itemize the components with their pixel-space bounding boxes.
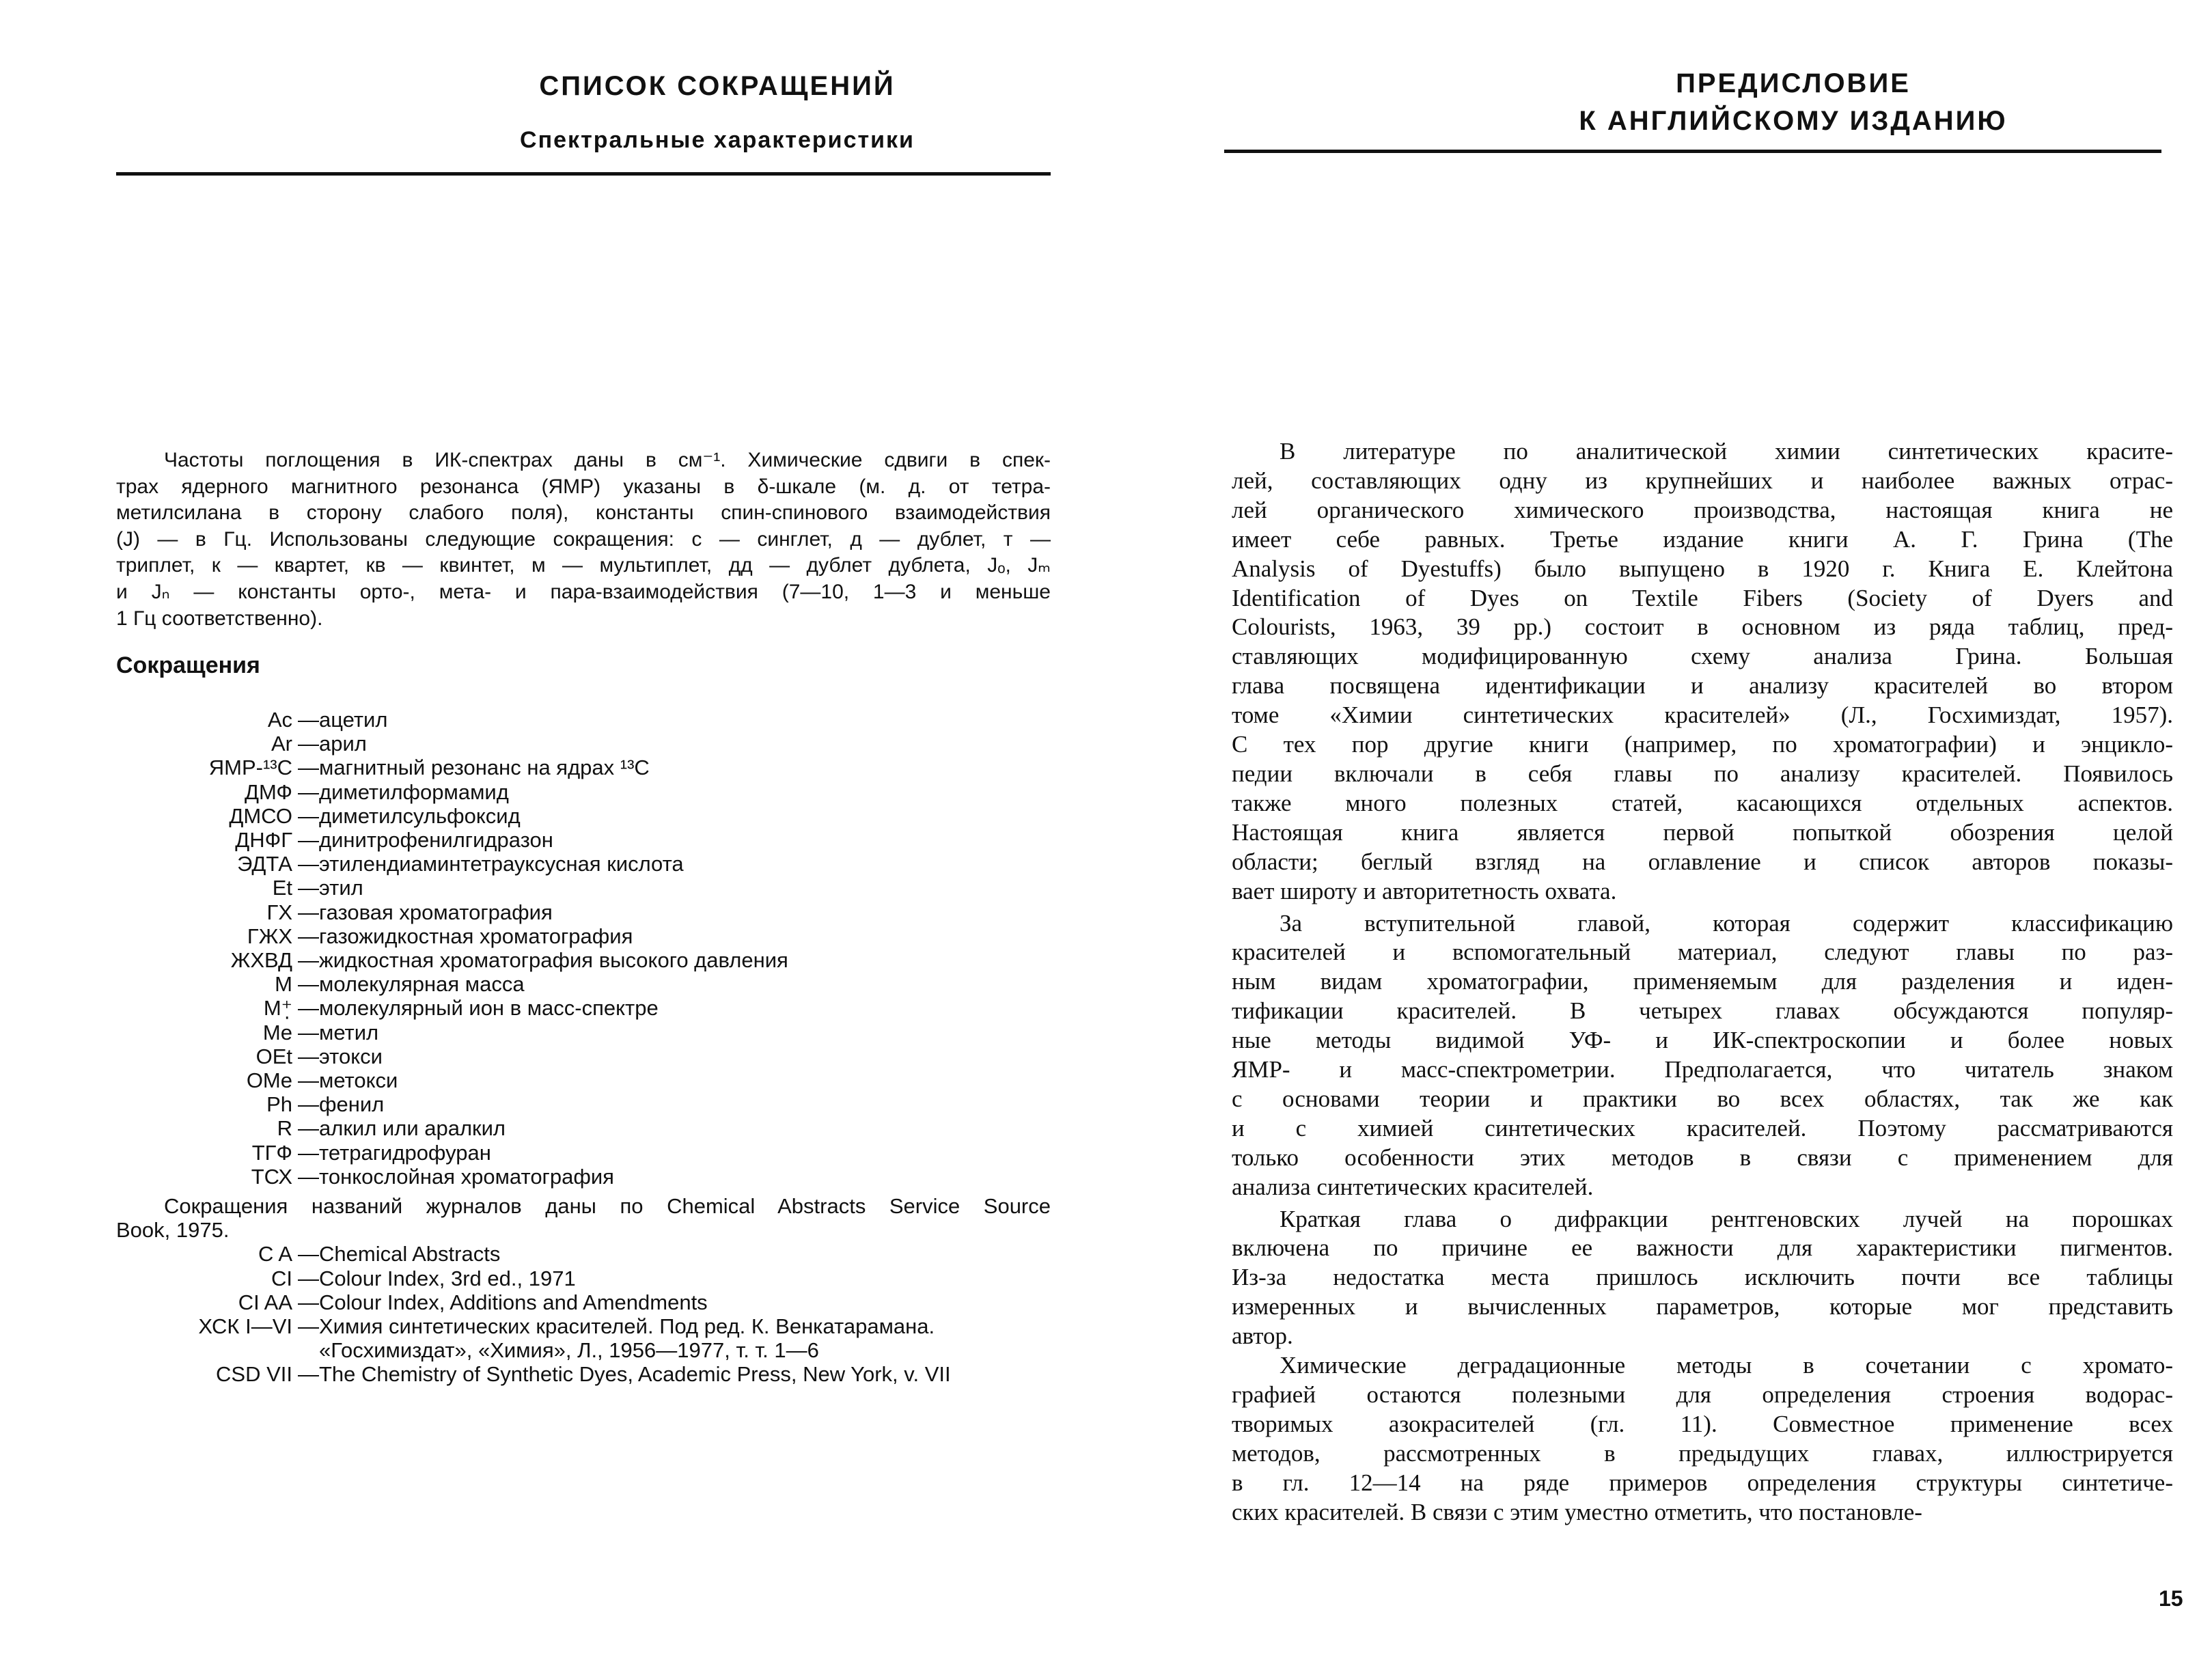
dash-separator: — (298, 803, 319, 828)
text-line: ставляющих модифицированную схему анализа Грина. Большая (1232, 643, 2173, 670)
text-line: также много полезных статей, касающихся отдельных аспектов. (1232, 789, 2173, 816)
intro-paragraph (116, 447, 1051, 632)
text-line: Частоты поглощения в ИК-спектрах даны в см⁻¹. Химические сдвиги в спек- (164, 449, 1051, 471)
text-line: В литературе по аналитической химии синтетических красите- (1280, 438, 2173, 465)
abbreviation-row (116, 1068, 1073, 1092)
text-line: трах ядерного магнитного резонанса (ЯМР) указаны в δ-шкале (м. д. от тетра- (116, 475, 1051, 498)
text-line: Book, 1975. (116, 1218, 230, 1243)
right-page-title-line2: К АНГЛИЙСКОМУ ИЗДАНИЮ (1579, 106, 2008, 136)
dash-separator: — (298, 924, 319, 948)
abbreviation-row (116, 828, 1073, 852)
dash-separator: — (298, 828, 319, 853)
abbreviation-definition: диметилформамид (319, 779, 509, 804)
dash-separator: — (298, 1164, 319, 1189)
text-line: имеет себе равных. Третье издание книги А. Г. Грина (The (1232, 525, 2173, 553)
abbreviation-row (116, 1141, 1073, 1165)
abbreviation-key: Me (262, 1020, 292, 1044)
text-line: ным видам хроматографии, применяемым для разделения и иден- (1232, 968, 2173, 995)
preface-paragraph (1232, 1205, 2173, 1352)
journal-abbreviations (116, 1194, 1051, 1387)
abbreviation-definition: молекулярная масса (319, 972, 525, 997)
abbreviation-key: Ar (271, 732, 292, 756)
abbreviations-list (116, 708, 1073, 1189)
dash-separator: — (298, 948, 319, 973)
text-line: За вступительной главой, которая содержит классификацию (1280, 909, 2173, 937)
left-page-subtitle: Спектральные характеристики (520, 127, 915, 153)
abbreviation-row (116, 1116, 1073, 1140)
abbreviation-key: ГЖХ (247, 924, 292, 948)
abbreviation-row (116, 1092, 1073, 1116)
dash-separator: — (298, 1290, 319, 1314)
dash-separator: — (298, 1266, 319, 1290)
abbreviation-definition: метил (319, 1020, 379, 1044)
text-line: области; беглый взгляд на оглавление и список авторов показы- (1232, 848, 2173, 875)
dash-separator: — (298, 732, 319, 756)
text-line: педии включали в себя главы по анализу красителей. Появилось (1232, 760, 2173, 787)
text-line: ских красителей. В связи с этим уместно отметить, что постановле- (1232, 1498, 1922, 1525)
journal-row (116, 1266, 1051, 1290)
text-line: лей, составляющих одну из крупнейших и наиболее важных отрас- (1232, 467, 2173, 494)
dash-separator: — (298, 876, 319, 900)
text-line: включена по причине ее важности для характеристики пигментов. (1232, 1234, 2173, 1262)
journal-key: CI (271, 1266, 292, 1290)
abbreviation-definition: алкил или аралкил (319, 1116, 506, 1141)
abbreviation-definition: газожидкостная хроматография (319, 924, 633, 948)
abbreviation-key: M (275, 972, 292, 997)
text-line: глава посвящена идентификации и анализу красителей во втором (1232, 672, 2173, 700)
abbreviation-definition: динитрофенилгидразон (319, 828, 553, 853)
abbreviation-definition: диметилсульфоксид (319, 803, 521, 828)
journal-key: CI AA (238, 1290, 292, 1314)
journal-key: C A (258, 1242, 292, 1266)
text-line: Из-за недостатка места пришлось исключить почти все таблицы (1232, 1264, 2173, 1291)
text-line: ЯМР- и масс-спектрометрии. Предполагается, что читатель знаком (1232, 1056, 2173, 1083)
text-line: Colourists, 1963, 39 pp.) состоит в основном из ряда таблиц, пред- (1232, 613, 2173, 641)
abbreviation-definition: этилендиаминтетрауксусная кислота (319, 852, 684, 876)
abbreviation-row (116, 972, 1073, 996)
abbreviation-row (116, 1165, 1073, 1189)
text-line: вает широту и авторитетность охвата. (1232, 877, 1617, 904)
text-line: графией остаются полезными для определения строения водорас- (1232, 1381, 2173, 1408)
dash-separator: — (298, 1362, 319, 1387)
text-line: (J) — в Гц. Использованы следующие сокращения: с — синглет, д — дублет, т — (116, 527, 1051, 551)
abbreviation-definition: фенил (319, 1092, 385, 1117)
text-line: с основами теории и практики во всех областях, так же как (1232, 1085, 2173, 1112)
left-page-title: СПИСОК СОКРАЩЕНИЙ (539, 71, 896, 101)
abbreviation-key: M⁺̣ (263, 996, 292, 1021)
text-line: измеренных и вычисленных параметров, которые мог представить (1232, 1293, 2173, 1320)
abbreviation-key: R (277, 1116, 292, 1141)
abbreviation-key: ДМСО (229, 803, 292, 828)
text-line: Краткая глава о дифракции рентгеновских лучей на порошках (1280, 1205, 2173, 1232)
dash-separator: — (298, 996, 319, 1021)
page-number: 15 (2159, 1586, 2183, 1611)
abbreviation-key: ТСХ (251, 1164, 292, 1189)
abbreviation-row (116, 876, 1073, 900)
abbreviation-row (116, 804, 1073, 828)
abbreviation-row (116, 780, 1073, 804)
journal-row (116, 1362, 1051, 1386)
text-line: С тех пор другие книги (например, по хроматографии) и энцикло- (1232, 731, 2173, 758)
abbreviation-row (116, 756, 1073, 779)
text-line: Химические деградационные методы в сочетании с хромато- (1280, 1352, 2173, 1379)
abbreviation-row (116, 732, 1073, 756)
journal-definition: The Chemistry of Synthetic Dyes, Academic Press, New York, v. VII (319, 1362, 951, 1387)
abbreviation-row (116, 1044, 1073, 1068)
journal-row (116, 1242, 1051, 1266)
text-line: методов, рассмотренных в предыдущих главах, иллюстрируется (1232, 1439, 2173, 1467)
preface-paragraph (1232, 909, 2173, 1202)
abbreviation-key: OEt (255, 1044, 292, 1068)
right-page-title-line1: ПРЕДИСЛОВИЕ (1676, 68, 1911, 98)
text-line: тификации красителей. В четырех главах обсуждаются популяр- (1232, 997, 2173, 1025)
preface-body (1232, 437, 2173, 1527)
abbreviation-key: ЭДТА (237, 852, 292, 876)
journal-row (116, 1314, 1051, 1362)
abbreviation-definition: магнитный резонанс на ядрах ¹³C (319, 756, 650, 780)
abbreviation-definition: жидкостная хроматография высокого давления (319, 948, 788, 973)
text-line: метилсилана в сторону слабого поля), константы спин-спинового взаимодействия (116, 501, 1051, 525)
abbreviation-definition: этокси (319, 1044, 383, 1068)
abbreviation-row (116, 708, 1073, 732)
abbreviation-key: Ac (267, 708, 292, 732)
text-line: и с химией синтетических красителей. Поэтому рассматриваются (1232, 1114, 2173, 1141)
abbreviation-key: Et (272, 876, 292, 900)
abbreviation-key: ЯМР-¹³C (208, 756, 292, 780)
abbreviation-key: ГХ (266, 900, 292, 924)
text-line: только особенности этих методов в связи с применением для (1232, 1144, 2173, 1171)
abbreviations-heading: Сокращения (116, 652, 260, 678)
abbreviation-definition: арил (319, 732, 367, 756)
journal-definition: Colour Index, 3rd ed., 1971 (319, 1266, 576, 1290)
text-line: анализа синтетических красителей. (1232, 1173, 1594, 1200)
dash-separator: — (298, 1140, 319, 1165)
abbreviation-definition: этил (319, 876, 363, 900)
abbreviation-row (116, 948, 1073, 972)
text-line: томе «Химии синтетических красителей» (Л., Госхимиздат, 1957). (1232, 702, 2173, 729)
abbreviation-key: ДМФ (244, 779, 292, 804)
journal-definition: Colour Index, Additions and Amendments (319, 1290, 708, 1314)
text-line: Identification of Dyes on Textile Fibers (Society of Dyers and (1232, 584, 2173, 611)
journal-key: ХСК I—VI (198, 1314, 292, 1339)
dash-separator: — (298, 756, 319, 780)
dash-separator: — (298, 852, 319, 876)
dash-separator: — (298, 1020, 319, 1044)
abbreviation-row (116, 1021, 1073, 1044)
dash-separator: — (298, 708, 319, 732)
text-line: триплет, к — квартет, кв — квинтет, м — мультиплет, дд — дублет дублета, Jₒ, Jₘ (116, 554, 1051, 577)
text-line: лей органического химического производства, настоящая книга не (1232, 496, 2173, 523)
abbreviation-key: ТГФ (251, 1140, 292, 1165)
abbreviation-key: ДНФГ (235, 828, 292, 853)
dash-separator: — (298, 1044, 319, 1068)
preface-paragraph (1232, 1351, 2173, 1527)
text-line: 1 Гц соответственно). (116, 607, 323, 630)
abbreviation-definition: молекулярный ион в масс-спектре (319, 996, 659, 1021)
journal-row (116, 1290, 1051, 1314)
abbreviation-row (116, 852, 1073, 876)
left-header-rule (116, 172, 1051, 176)
text-line: и Jₙ — константы орто-, мета- и пара-взаимодействия (7—10, 1—3 и меньше (116, 580, 1051, 603)
text-line: Сокращения названий журналов даны по Chemical Abstracts Service Source (164, 1194, 1051, 1218)
dash-separator: — (298, 1116, 319, 1141)
text-line: ные методы видимой УФ- и ИК-спектроскопии и более новых (1232, 1027, 2173, 1054)
abbreviation-row (116, 900, 1073, 924)
journal-key: CSD VII (216, 1362, 292, 1387)
journal-definition: Химия синтетических красителей. Под ред. К. Венкатарамана. «Госхимиздат», «Химия», Л., 1956—1977, т. т. 1—6 (319, 1314, 935, 1363)
abbreviation-row (116, 996, 1073, 1020)
abbreviation-definition: тонкослойная хроматография (319, 1164, 614, 1189)
abbreviation-definition: газовая хроматография (319, 900, 553, 924)
abbreviation-definition: метокси (319, 1068, 398, 1093)
dash-separator: — (298, 1068, 319, 1093)
dash-separator: — (298, 1092, 319, 1117)
text-line: Analysis of Dyestuffs) было выпущено в 1920 г. Книга Е. Клейтона (1232, 555, 2173, 582)
abbreviation-key: ЖХВД (230, 948, 292, 973)
dash-separator: — (298, 900, 319, 924)
dash-separator: — (298, 1242, 319, 1266)
text-line: творимых азокрасителей (гл. 11). Совместное применение всех (1232, 1410, 2173, 1437)
text-line: Настоящая книга является первой попыткой обозрения целой (1232, 818, 2173, 846)
journal-definition: Chemical Abstracts (319, 1242, 501, 1266)
dash-separator: — (298, 779, 319, 804)
text-line: автор. (1232, 1322, 1293, 1350)
dash-separator: — (298, 972, 319, 997)
abbreviation-key: OMe (246, 1068, 292, 1093)
right-header-rule (1224, 150, 2161, 153)
text-line: красителей и вспомогательный материал, следуют главы по раз- (1232, 939, 2173, 966)
abbreviation-key: Ph (266, 1092, 292, 1117)
abbreviation-row (116, 924, 1073, 948)
dash-separator: — (298, 1314, 319, 1339)
abbreviation-definition: ацетил (319, 708, 388, 732)
preface-paragraph (1232, 437, 2173, 906)
abbreviation-definition: тетрагидрофуран (319, 1140, 491, 1165)
text-line: в гл. 12—14 на ряде примеров определения структуры синтетиче- (1232, 1469, 2173, 1496)
